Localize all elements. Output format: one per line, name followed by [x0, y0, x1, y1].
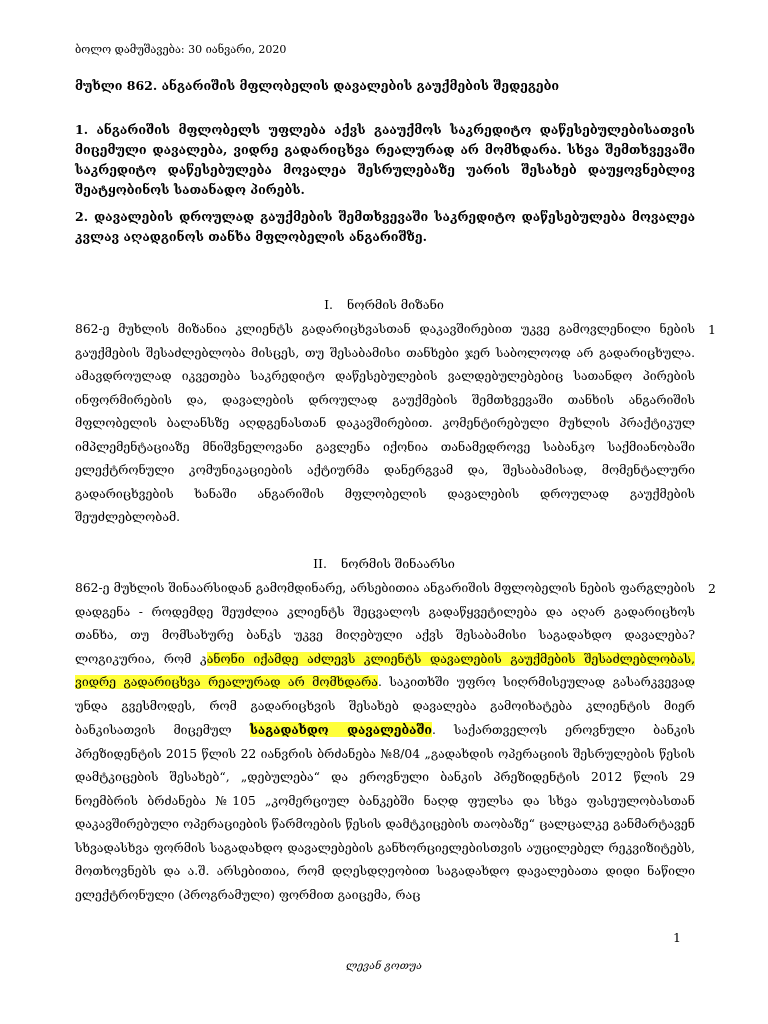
- margin-number: 2: [708, 581, 716, 596]
- section-heading-content: [0, 556, 768, 571]
- text-segment: . საკითხში უფრო სიღრმისეულად გასარკვევად უნდა გვესმოდეს, რომ გადარიცხვის შესახებ დავალება გამოიხატება კლიენტის მიერ ბანკისათვის მიცემულ: [75, 675, 695, 737]
- last-updated-date: ბოლო დამუშავება: 30 იანვარი, 2020: [75, 43, 287, 56]
- section-title: ნორმის შინაარსი: [340, 556, 455, 571]
- article-paragraph-2: 2. დავალების დროულად გაუქმების შემთხვევაში საკრედიტო დაწესებულება მოვალეა კვლავ აღადგინოს თანხა მფლობელის ანგარიშზე.: [75, 209, 695, 244]
- section-heading-purpose: [0, 297, 768, 312]
- page-number: 1: [673, 930, 681, 945]
- text-segment: . საქართველოს ეროვნული ბანკის პრეზიდენტის 2015 წლის 22 იანვრის ბრძანება №8/04 „გადახდის ოპერაციის შესრულების წესის დამტკიცების შესახებ“, „დებულება“ და ეროვნული ბანკის პრეზიდენტის 2012 წლის 29 ნოემბრის ბრძანება №105 „კომერციულ ბანკებში ნაღდ ფულსა და სხვა ფასეულობასთან დაკავშირებული ოპერაციების წარმოების წესის დამტკიცების თაობაზე“ ცალცალკე განმარტავენ სხვადასხვა ფორმის საგადახდო დავალებების განხორციელებისთვის აუცილებელ რეკვიზიტებს, მოთხოვნებს და ა.შ. არსებითია, რომ დღესდღეობით საგადახდო დავალებათა დიდი ნაწილი ელექტრონული (პროგრამული) ფორმით გაიცემა, რაც: [75, 723, 695, 902]
- section-number: II.: [313, 556, 327, 571]
- section-number: I.: [324, 297, 333, 312]
- section-purpose-text: 862-ე მუხლის მიზანია კლიენტს გადარიცხვასთან დაკავშირებით უკვე გამოვლენილი ნების გაუქმების შესაძლებლობა მისცეს, თუ შესაბამისი თანხები ჯერ საბოლოოდ არ გადარიცხულა. ამავდროულად იკვეთება საკრედიტო დაწესებულების ვალდებულებებიც სათანდო პირების ინფორმირების და, დავალების დროულად გაუქმების შემთხვევაში თანხის ანგარიშის მფლობელის ბალანსზე აღდგენასთან დაკავშირებით. კომენტირებული მუხლის პრაქტიკულ იმპლემენტაციაზე მნიშვნელოვანი გავლენა იქონია თანამედროვე საბანკო საქმიანობაში ელექტრონული კომუნიკაციების აქტიურმა დანერგვამ და, შესაბამისად, მომენტალური გადარიცხვების ხანაში ანგარიშის მფლობელის დავალების დროულად გაუქმების შეუძლებლობამ.: [75, 322, 695, 524]
- text-segment: 862-ე მუხლის შინაარსიდან გამომდინარე, არსებითია ანგარიშის მფლობელის ნების ფარგლების დადგენა - როდემდე შეუძლია კლიენტს შეცვალოს გადაწყვეტილება და აღარ გადარიცხოს თანხა, თუ მომსახურე ბანკს უკვე მიღებული აქვს შესაბამისი საგადახდო დავალება? ლოგიკურია, რომ კ: [75, 581, 695, 666]
- margin-number: 1: [708, 322, 716, 337]
- footer-author: ლევან გოთუა: [346, 960, 422, 972]
- section-title: ნორმის მიზანი: [346, 297, 444, 312]
- section-content-text: [75, 577, 695, 907]
- highlighted-text: ანონი იქამდე აძლევს კლიენტს დავალების გაუქმების შესაძლებლობას, ვიდრე გადარიცხვა რეალურად არ მომხდარა: [75, 651, 696, 689]
- article-title: მუხლი 862. ანგარიშის მფლობელის დავალების გაუქმების შედეგები: [75, 78, 560, 93]
- article-paragraph-1: 1. ანგარიშის მფლობელს უფლება აქვს გააუქმოს საკრედიტო დაწესებულებისათვის მიცემული დავალება, ვიდრე გადარიცხვა რეალურად არ მომხდარა. სხვა შემთხვევაში საკრედიტო დაწესებულება მოვალეა შესრულებაზე უარის შესახებ დაუყოვნებლივ შეატყობინოს სათანადო პირებს.: [75, 122, 695, 197]
- highlighted-bold-text: საგადახდო დავალებაში: [249, 722, 432, 737]
